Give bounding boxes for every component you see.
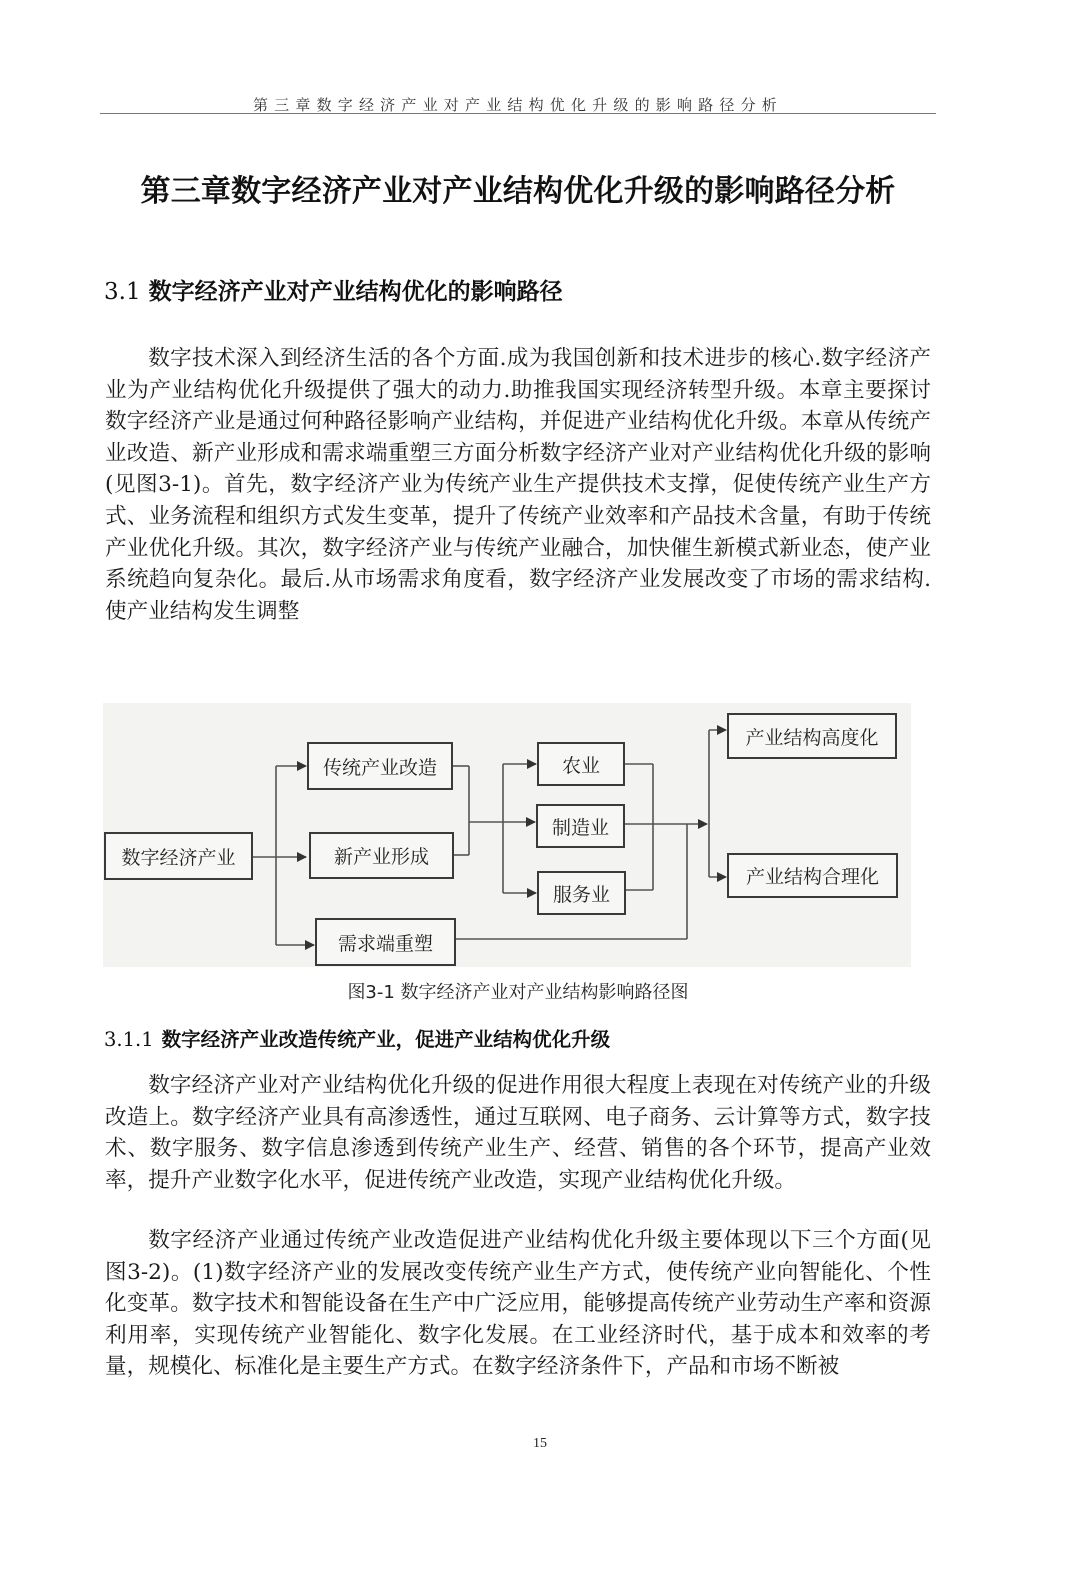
- node-demand-side-reshape: 需求端重塑: [315, 918, 456, 966]
- intro-paragraph: 数字技术深入到经济生活的各个方面.成为我国创新和技术进步的核心.数字经济产业为产业结构优化升级提供了强大的动力.助推我国实现经济转型升级。本章主要探讨数字经济产业是通过何种路径影响产业结构，并促进产业结构优化升级。本章从传统产业改造、新产业形成和需求端重塑三方面分析数字经济产业对产业结构优化升级的影响(见图3-1)。首先，数字经济产业为传统产业生产提供技术支撑，促使传统产业生产方式、业务流程和组织方式发生变革，提升了传统产业效率和产品技术含量，有助于传统产业优化升级。其次，数字经济产业与传统产业融合，加快催生新模式新业态，使产业系统趋向复杂化。最后.从市场需求角度看，数字经济产业发展改变了市场的需求结构.使产业结构发生调整: [105, 346, 931, 624]
- body-paragraph: 数字经济产业对产业结构优化升级的促进作用很大程度上表现在对传统产业的升级改造上。数字经济产业具有高渗透性，通过互联网、电子商务、云计算等方式，数字技术、数字服务、数字信息渗透到传统产业生产、经营、销售的各个环节，提高产业效率，提升产业数字化水平，促进传统产业改造，实现产业结构优化升级。: [105, 1073, 931, 1193]
- node-new-industry-formation: 新产业形成: [309, 832, 454, 879]
- node-services: 服务业: [537, 871, 626, 915]
- node-manufacturing: 制造业: [536, 804, 625, 848]
- figure-3-1-diagram: [103, 703, 911, 967]
- page-number: 15: [533, 1436, 547, 1451]
- figure-caption: 图3-1 数字经济产业对产业结构影响路径图: [347, 982, 689, 1003]
- node-structure-rationalization: 产业结构合理化: [727, 853, 898, 898]
- subsection-title: 数字经济产业改造传统产业，促进产业结构优化升级: [161, 1028, 611, 1051]
- section-number: 3.1: [104, 279, 141, 305]
- section-heading: [104, 273, 563, 306]
- node-agriculture: 农业: [537, 742, 625, 786]
- subsection-number: 3.1.1: [104, 1028, 154, 1051]
- chapter-title: 第三章数字经济产业对产业结构优化升级的影响路径分析: [140, 174, 896, 209]
- running-header: 第三章数字经济产业对产业结构优化升级的影响路径分析: [252, 96, 783, 114]
- node-digital-economy: 数字经济产业: [104, 832, 253, 880]
- header-rule: [100, 113, 936, 114]
- section-title: 数字经济产业对产业结构优化的影响路径: [148, 279, 563, 305]
- body-paragraph: 数字经济产业通过传统产业改造促进产业结构优化升级主要体现以下三个方面(见图3-2)。(1)数字经济产业的发展改变传统产业生产方式，使传统产业向智能化、个性化变革。数字技术和智能设备在生产中广泛应用，能够提高传统产业劳动生产率和资源利用率，实现传统产业智能化、数字化发展。在工业经济时代，基于成本和效率的考量，规模化、标准化是主要生产方式。在数字经济条件下，产品和市场不断被: [105, 1228, 931, 1380]
- node-structure-advancement: 产业结构高度化: [727, 713, 897, 759]
- node-traditional-industry-upgrade: 传统产业改造: [307, 742, 453, 790]
- subsection-heading: [104, 1024, 610, 1052]
